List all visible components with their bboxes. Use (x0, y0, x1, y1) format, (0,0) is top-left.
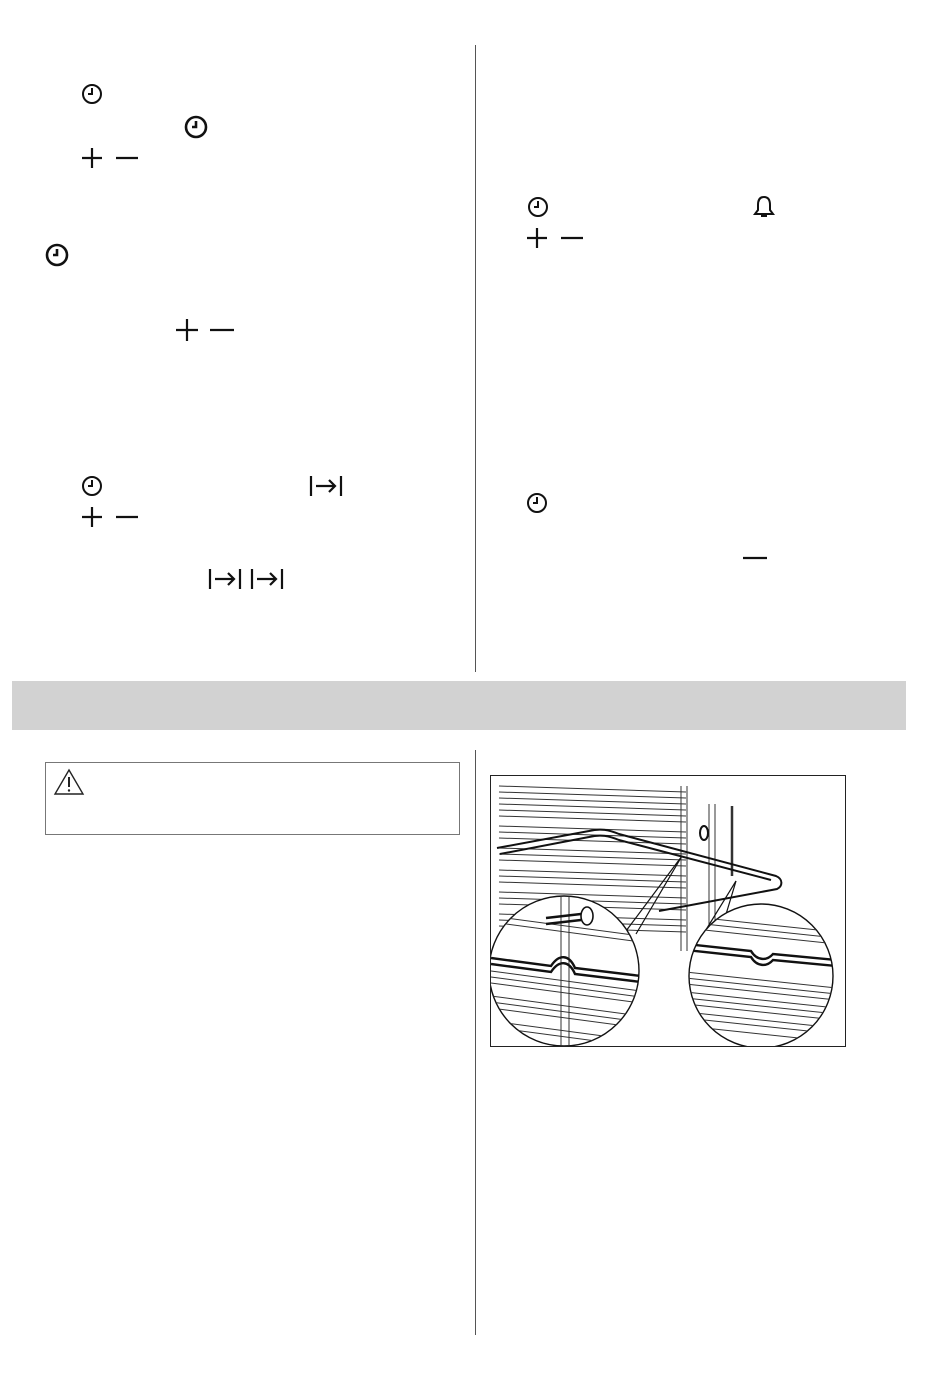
end-time-icon (250, 567, 284, 591)
clock-icon (81, 83, 103, 105)
plus-icon (526, 227, 548, 249)
end-time-icon (208, 567, 242, 591)
clock-bold-icon (45, 243, 69, 267)
clock-icon (81, 475, 103, 497)
column-divider-top (475, 45, 476, 672)
warning-triangle-icon (53, 768, 85, 796)
section-header-band (12, 681, 906, 730)
end-time-icon (309, 474, 343, 498)
minus-icon (742, 547, 768, 569)
minus-icon (560, 227, 584, 249)
bell-icon (753, 195, 775, 219)
minus-icon (115, 506, 139, 528)
minus-icon (115, 147, 139, 169)
clock-bold-icon (184, 115, 208, 139)
plus-icon (175, 318, 199, 342)
plus-icon (81, 506, 103, 528)
plus-icon (81, 147, 103, 169)
warning-box (45, 762, 460, 835)
clock-icon (526, 492, 548, 514)
clock-icon (527, 196, 549, 218)
column-divider-bottom (475, 750, 476, 1335)
minus-icon (209, 318, 235, 342)
oven-shelf-illustration (490, 775, 846, 1047)
